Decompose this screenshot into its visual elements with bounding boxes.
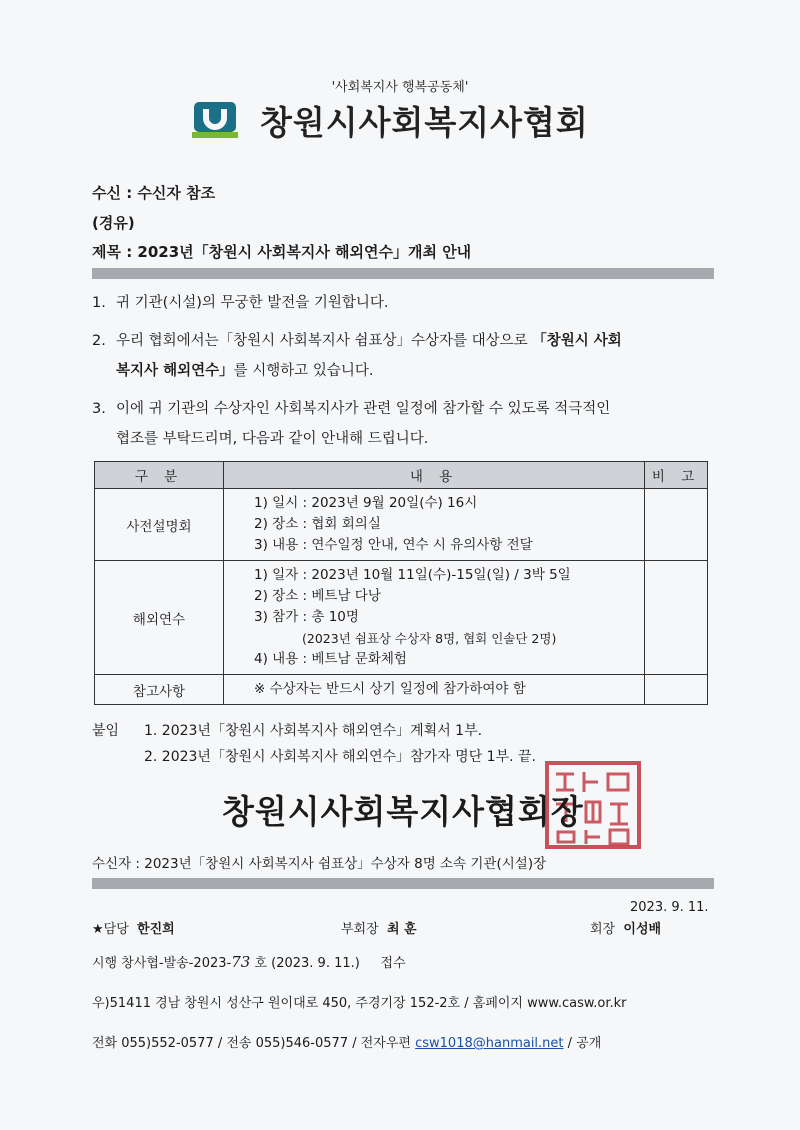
attachment-item: 1. 2023년「창원시 사회복지사 해외연수」계획서 1부. bbox=[144, 723, 483, 739]
doc-line-text: 시행 창사협-발송-2023- bbox=[92, 956, 232, 971]
subject-line: 제목 : 2023년「창원시 사회복지사 해외연수」개최 안내 bbox=[92, 243, 472, 261]
column-header-category: 구 분 bbox=[95, 462, 224, 489]
president-name: 이성배 bbox=[623, 922, 662, 937]
president-label: 회장 bbox=[590, 922, 616, 937]
highlight-text: 「창원시 사회 bbox=[532, 333, 622, 349]
doc-line-end: 호 (2023. 9. 11.) bbox=[254, 956, 360, 971]
content-line: (2023년 쉼표상 수상자 8명, 협회 인솔단 2명) bbox=[302, 631, 557, 646]
organization-name: 창원시사회복지사협회 bbox=[260, 103, 589, 142]
attachment-label: 붙임 bbox=[92, 723, 120, 739]
content-line: 2) 장소 : 협회 회의실 bbox=[254, 516, 381, 532]
paragraph-number: 1. bbox=[92, 295, 106, 311]
paragraph-number: 3. bbox=[92, 401, 106, 417]
staff-signature bbox=[92, 918, 175, 937]
paragraph-text: 귀 기관(시설)의 무궁한 발전을 기원합니다. bbox=[116, 295, 389, 311]
row-content bbox=[224, 675, 645, 705]
row-content bbox=[224, 561, 645, 675]
row-category: 참고사항 bbox=[95, 675, 224, 705]
reception-label: 접수 bbox=[380, 956, 406, 971]
paragraph-number: 2. bbox=[92, 333, 106, 349]
row-note bbox=[645, 561, 708, 675]
organization-logo bbox=[192, 102, 238, 138]
footer-divider bbox=[92, 878, 714, 889]
recipients-line: 수신자 : 2023년「창원시 사회복지사 쉼표상」수상자 8명 소속 기관(시설)장 bbox=[92, 856, 547, 872]
via-line: (경유) bbox=[92, 214, 135, 232]
vice-label: 부회장 bbox=[341, 922, 379, 937]
row-note bbox=[645, 489, 708, 561]
content-line: 4) 내용 : 베트남 문화체험 bbox=[254, 651, 407, 667]
paragraph-3 bbox=[92, 394, 722, 454]
row-category: 사전설명회 bbox=[95, 489, 224, 561]
sender-title: 창원시사회복지사협회장 bbox=[222, 792, 584, 831]
attachment-item: 2. 2023년「창원시 사회복지사 해외연수」참가자 명단 1부. 끝. bbox=[144, 749, 536, 765]
content-line: 3) 참가 : 총 10명 bbox=[254, 609, 359, 625]
vice-president-signature bbox=[341, 918, 417, 937]
paragraph-text: 이에 귀 기관의 수상자인 사회복지사가 관련 일정에 참가할 수 있도록 적극적인 bbox=[116, 401, 611, 417]
table-header-row bbox=[95, 462, 708, 489]
address-line: 우)51411 경남 창원시 성산구 원이대로 450, 주경기장 152-2호 / 홈페이지 www.casw.or.kr bbox=[92, 996, 627, 1011]
paragraph-1 bbox=[92, 288, 722, 318]
content-line: 3) 내용 : 연수일정 안내, 연수 시 유의사항 전달 bbox=[254, 537, 533, 553]
highlight-text: 복지사 해외연수」 bbox=[116, 363, 234, 379]
vice-name: 최 훈 bbox=[386, 922, 417, 937]
content-line: ※ 수상자는 반드시 상기 일정에 참가하여야 함 bbox=[254, 681, 526, 697]
content-line: 1) 일자 : 2023년 10월 11일(수)-15일(일) / 3박 5일 bbox=[254, 567, 571, 583]
row-note bbox=[645, 675, 708, 705]
email-link[interactable]: csw1018@hanmail.net bbox=[415, 1036, 564, 1051]
paragraph-2 bbox=[92, 326, 722, 386]
issue-date: 2023. 9. 11. bbox=[630, 900, 709, 915]
table-row bbox=[95, 561, 708, 675]
row-category: 해외연수 bbox=[95, 561, 224, 675]
header-divider bbox=[92, 268, 714, 279]
document-number-line bbox=[92, 952, 406, 971]
column-header-note: 비 고 bbox=[645, 462, 708, 489]
recipient-line: 수신 : 수신자 참조 bbox=[92, 184, 216, 202]
paragraph-text: 를 시행하고 있습니다. bbox=[233, 363, 374, 379]
attachments bbox=[92, 718, 536, 770]
phone-text: 전화 055)552-0577 / 전송 055)546-0577 / 전자우편 bbox=[92, 1036, 411, 1051]
doc-number: 73 bbox=[231, 953, 251, 971]
staff-name: 한진희 bbox=[137, 922, 175, 937]
row-content bbox=[224, 489, 645, 561]
president-signature bbox=[590, 918, 661, 937]
paragraph-text: 우리 협회에서는「창원시 사회복지사 쉼표상」수상자를 대상으로 bbox=[116, 333, 528, 349]
schedule-table bbox=[94, 461, 708, 705]
contact-line bbox=[92, 1032, 601, 1051]
disclosure-text: / 공개 bbox=[567, 1036, 602, 1051]
slogan: '사회복지사 행복공동체' bbox=[331, 80, 469, 95]
table-row bbox=[95, 675, 708, 705]
table-row bbox=[95, 489, 708, 561]
column-header-content: 내 용 bbox=[224, 462, 645, 489]
content-line: 2) 장소 : 베트남 다낭 bbox=[254, 588, 381, 604]
staff-label: ★담당 bbox=[92, 922, 129, 937]
content-line: 1) 일시 : 2023년 9월 20일(수) 16시 bbox=[254, 495, 478, 511]
paragraph-text: 협조를 부탁드리며, 다음과 같이 안내해 드립니다. bbox=[116, 431, 429, 447]
